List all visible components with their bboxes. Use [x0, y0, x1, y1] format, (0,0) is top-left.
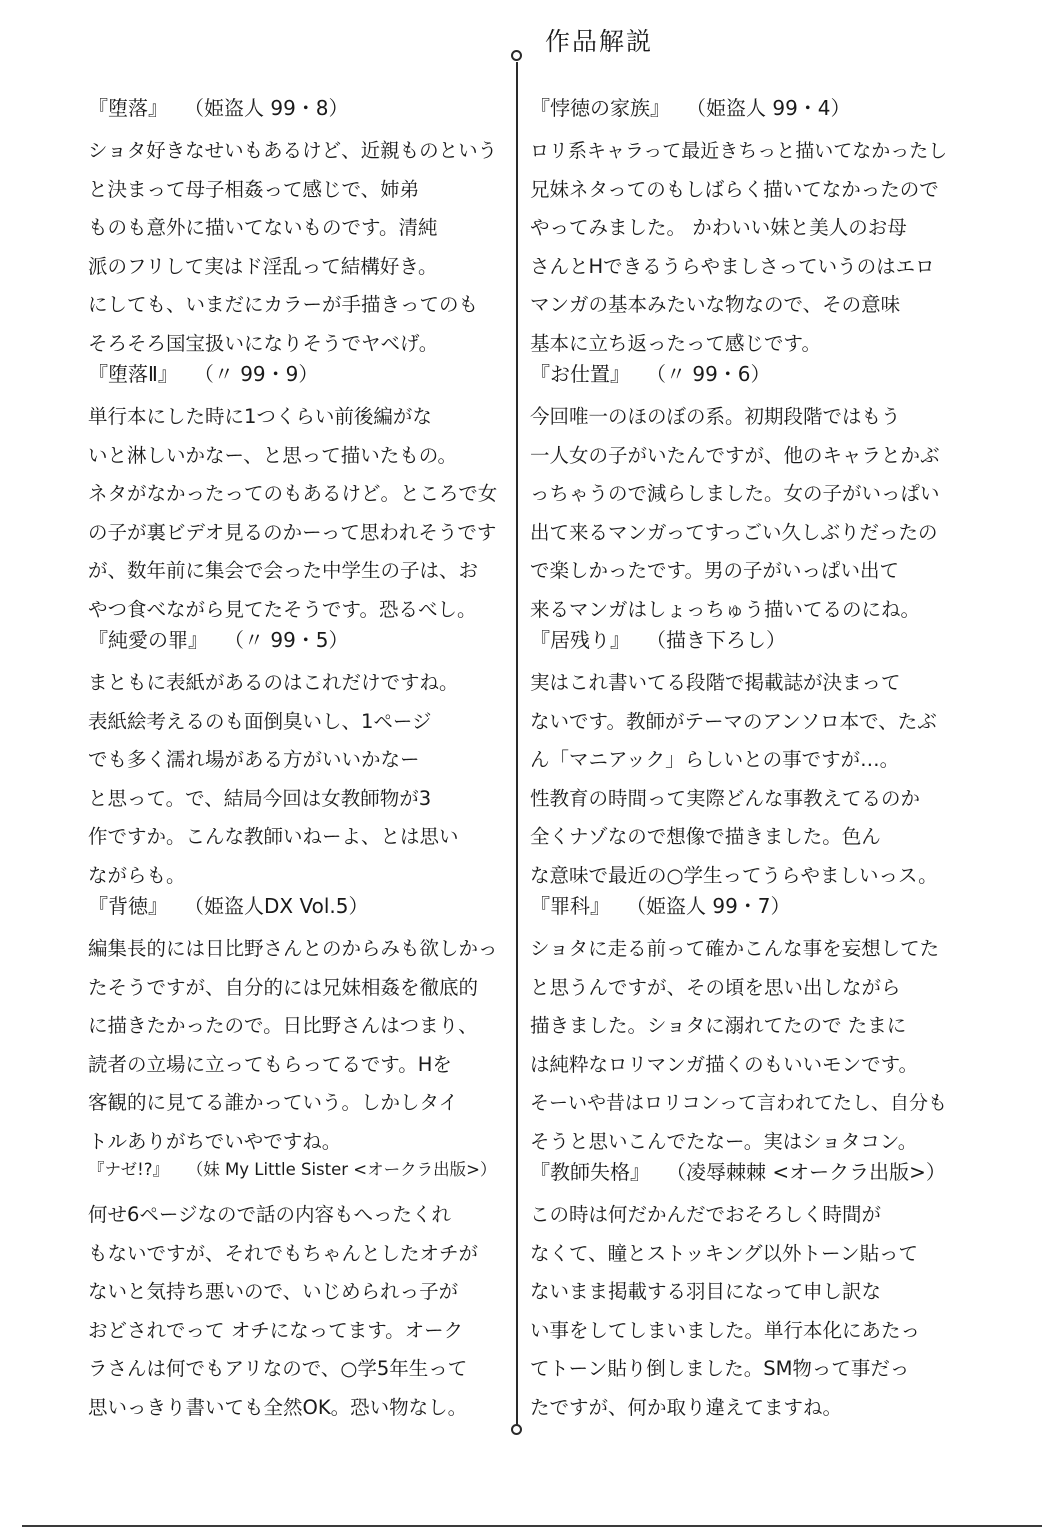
- entry-heading: [88, 624, 506, 658]
- entry-title: 『罪科』: [530, 894, 610, 918]
- entry-text-line: 作ですか。こんな教師いねーよ、とは思い: [88, 825, 459, 849]
- entry-text-line: 単行本にした時に1つくらい前後編がな: [88, 405, 432, 428]
- entry-source: （姫盗人 99・8）: [194, 96, 349, 120]
- commentary-entry: [530, 1156, 950, 1428]
- entry-source: （凌辱棘棘 <オークラ出版>）: [676, 1160, 946, 1184]
- bottom-rule: [22, 1525, 1042, 1527]
- entry-title: 『お仕置』: [530, 362, 630, 386]
- commentary-entry: [530, 624, 950, 896]
- entry-text-line: ながらも。: [88, 863, 186, 887]
- entry-title: 『居残り』: [530, 628, 630, 652]
- entry-body: [530, 1196, 950, 1428]
- entry-heading: [88, 1156, 506, 1190]
- entry-text-line: で楽しかったです。男の子がいっぱい出て: [530, 559, 899, 583]
- entry-title: 『堕落』: [88, 96, 168, 120]
- entry-body: [530, 132, 950, 364]
- entry-text-line: そうと思いこんでたなー。実はショタコン。: [530, 1129, 918, 1153]
- entry-source: （姫盗人 99・7）: [636, 894, 791, 918]
- entry-text-line: な意味で最近の○学生ってうらやましいっス。: [530, 863, 938, 887]
- entry-text-line: ショタに走る前って確かこんな事を妄想してた: [530, 937, 940, 960]
- commentary-entry: [530, 92, 950, 364]
- entry-text-line: にしても、いまだにカラーが手描きってのも: [88, 293, 479, 317]
- entry-heading: [530, 890, 950, 924]
- entry-heading: [88, 890, 506, 924]
- entry-text-line: ラさんは何でもアリなので、○学5年生って: [88, 1357, 468, 1381]
- entry-source: （〃 99・5）: [234, 628, 349, 652]
- entry-text-line: 思いっきり書いても全然OK。恐い物なし。: [88, 1395, 468, 1419]
- entry-text-line: ないと気持ち悪いので、いじめられっ子が: [88, 1280, 459, 1304]
- commentary-entry: [88, 1156, 506, 1428]
- entry-text-line: いと淋しいかなー、と思って描いたもの。: [88, 443, 457, 467]
- entry-text-line: そーいや昔はロリコンって言われてたし、自分も: [530, 1092, 948, 1115]
- entry-text-line: 出て来るマンガってすっごい久しぶりだったの: [530, 520, 938, 544]
- entry-text-line: い事をしてしまいました。単行本化にあたっ: [530, 1318, 921, 1342]
- entry-text-line: やってみました。 かわいい妹と美人のお母: [530, 216, 907, 240]
- entry-body: [530, 398, 950, 630]
- entry-text-line: やつ食べながら見てたそうです。恐るべし。: [88, 597, 477, 621]
- divider-bottom-ring: [511, 1424, 522, 1435]
- entry-heading: [530, 92, 950, 126]
- entry-text-line: マンガの基本みたいな物なので、その意味: [530, 293, 901, 317]
- entry-text-line: もないですが、それでもちゃんとしたオチが: [88, 1241, 479, 1265]
- entry-body: [88, 398, 506, 630]
- entry-title: 『悖徳の家族』: [530, 96, 670, 120]
- entry-text-line: そろそろ国宝扱いになりそうでヤベげ。: [88, 331, 439, 355]
- entry-text-line: たそうですが、自分的には兄妹相姦を徹底的: [88, 975, 479, 999]
- entry-text-line: ショタ好きなせいもあるけど、近親ものという: [88, 139, 498, 162]
- entry-source: （妹 My Little Sister <オークラ出版>）: [195, 1160, 497, 1179]
- entry-heading: [88, 92, 506, 126]
- entry-source: （描き下ろし）: [656, 628, 786, 652]
- entry-body: [88, 664, 506, 896]
- entry-text-line: 一人女の子がいたんですが、他のキャラとかぶ: [530, 443, 940, 467]
- entry-text-line: ん「マニアック」らしいとの事ですが…。: [530, 748, 900, 772]
- commentary-entry: [530, 358, 950, 630]
- entry-body: [88, 930, 506, 1162]
- entry-text-line: の子が裏ビデオ見るのかーって思われそうです: [88, 520, 497, 544]
- divider-top-ring: [511, 50, 522, 61]
- entry-text-line: ないです。教師がテーマのアンソロ本で、たぶ: [530, 709, 937, 733]
- entry-body: [530, 930, 950, 1162]
- entry-text-line: 今回唯一のほのぼの系。初期段階ではもう: [530, 405, 901, 428]
- page-title: 作品解説: [545, 27, 654, 56]
- entry-text-line: たですが、何か取り違えてますね。: [530, 1395, 843, 1419]
- entry-title: 『背徳』: [88, 894, 168, 918]
- commentary-entry: [88, 358, 506, 630]
- entry-text-line: まともに表紙があるのはこれだけですね。: [88, 671, 459, 694]
- entry-text-line: この時は何だかんだでおそろしく時間が: [530, 1203, 882, 1226]
- entry-text-line: ものも意外に描いてないものです。清純: [88, 216, 438, 240]
- entry-text-line: 表紙絵考えるのも面倒臭いし、1ページ: [88, 709, 432, 733]
- entry-text-line: 全くナゾなので想像で描きました。色ん: [530, 825, 881, 849]
- entry-text-line: と思うんですが、その頃を思い出しながら: [530, 975, 901, 999]
- entry-heading: [530, 358, 950, 392]
- entry-source: （姫盗人DX Vol.5）: [194, 894, 369, 918]
- entry-source: （〃 99・9）: [203, 362, 319, 386]
- entry-title: 『純愛の罪』: [88, 628, 208, 652]
- entry-text-line: ないまま掲載する羽目になって申し訳な: [530, 1280, 882, 1304]
- entry-text-line: 描きました。ショタに溺れてたので たまに: [530, 1014, 907, 1038]
- entry-heading: [88, 358, 506, 392]
- entry-text-line: さんとHできるうらやましさっていうのはエロ: [530, 254, 935, 278]
- entry-text-line: 読者の立場に立ってもらってるです。Hを: [88, 1052, 452, 1076]
- entry-text-line: は純粋なロリマンガ描くのもいいモンです。: [530, 1052, 919, 1076]
- entry-text-line: が、数年前に集会で会った中学生の子は、お: [88, 559, 479, 583]
- entry-text-line: 実はこれ書いてる段階で掲載誌が決まって: [530, 671, 901, 694]
- commentary-entry: [88, 890, 506, 1162]
- entry-text-line: ネタがなかったってのもあるけど。ところで女: [88, 482, 498, 506]
- entry-text-line: と決まって母子相姦って感じで、姉弟: [88, 177, 420, 201]
- entry-title: 『ナゼ!?』: [88, 1160, 170, 1179]
- entry-text-line: でも多く濡れ場がある方がいいかなー: [88, 748, 420, 772]
- entry-title: 『教師失格』: [530, 1160, 650, 1184]
- commentary-entry: [88, 92, 506, 364]
- entry-body: [88, 132, 506, 364]
- commentary-entry: [530, 890, 950, 1162]
- entry-body: [530, 664, 950, 896]
- entry-source: （〃 99・6）: [656, 362, 771, 386]
- entry-text-line: 性教育の時間って実際どんな事教えてるのか: [530, 786, 921, 810]
- entry-text-line: 来るマンガはしょっちゅう描いてるのにね。: [530, 597, 921, 621]
- entry-text-line: 基本に立ち返ったって感じです。: [530, 331, 821, 355]
- commentary-entry: [88, 624, 506, 896]
- entry-text-line: ロリ系キャラって最近きちっと描いてなかったし: [530, 140, 948, 162]
- entry-title: 『堕落Ⅱ』: [88, 362, 178, 386]
- entry-text-line: 編集長的には日比野さんとのからみも欲しかっ: [88, 937, 498, 960]
- entry-text-line: に描きたかったので。日比野さんはつまり、: [88, 1014, 478, 1038]
- entry-source: （姫盗人 99・4）: [696, 96, 851, 120]
- entry-heading: [530, 1156, 950, 1190]
- entry-text-line: てトーン貼り倒しました。SM物って事だっ: [530, 1357, 910, 1381]
- entry-text-line: おどされでって オチになってます。オーク: [88, 1318, 464, 1342]
- entry-text-line: と思って。で、結局今回は女教師物が3: [88, 786, 432, 810]
- entry-text-line: なくて、瞳とストッキング以外トーン貼って: [530, 1241, 919, 1265]
- entry-text-line: っちゃうので減らしました。女の子がいっぱい: [530, 482, 940, 506]
- entry-text-line: 何せ6ページなので話の内容もへったくれ: [88, 1203, 452, 1226]
- column-divider: [516, 62, 518, 1426]
- entry-text-line: トルありがちでいやですね。: [88, 1129, 342, 1153]
- entry-text-line: 派のフリして実はド淫乱って結構好き。: [88, 254, 438, 278]
- entry-text-line: 兄妹ネタってのもしばらく描いてなかったので: [530, 177, 939, 201]
- entry-body: [88, 1196, 506, 1428]
- entry-heading: [530, 624, 950, 658]
- entry-text-line: 客観的に見てる誰かっていう。しかしタイ: [88, 1091, 459, 1115]
